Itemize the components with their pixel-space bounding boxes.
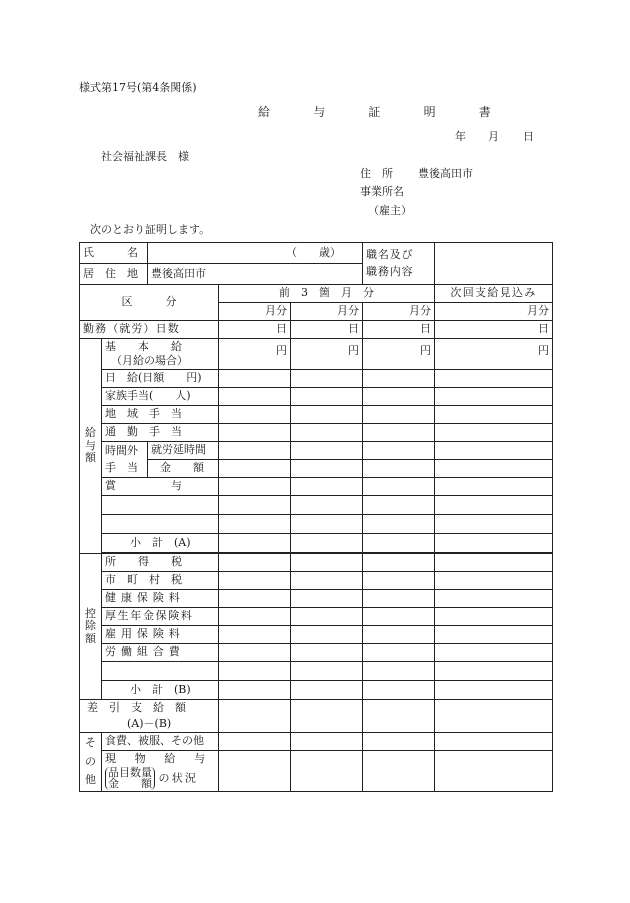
cell[interactable] bbox=[363, 590, 435, 608]
blank-item[interactable] bbox=[102, 496, 219, 515]
overtime-amount-label: 金 額 bbox=[148, 460, 219, 478]
cell[interactable] bbox=[363, 554, 435, 572]
net-label-text: 差 引 支 給 額 bbox=[87, 701, 186, 715]
intro-text: 次のとおり証明します。 bbox=[90, 223, 211, 236]
job-field[interactable] bbox=[435, 243, 553, 285]
cell[interactable] bbox=[291, 751, 363, 792]
job-label bbox=[363, 243, 435, 285]
cell[interactable] bbox=[363, 406, 435, 424]
date-year: 年 bbox=[455, 130, 466, 143]
cell[interactable] bbox=[435, 662, 553, 681]
cell[interactable] bbox=[363, 626, 435, 644]
cell[interactable] bbox=[363, 681, 435, 700]
health-insurance-label: 健康保険料 bbox=[102, 590, 219, 608]
cell[interactable] bbox=[435, 700, 553, 733]
cell[interactable] bbox=[363, 662, 435, 681]
cell[interactable] bbox=[363, 572, 435, 590]
municipal-tax-label: 市 町 村 税 bbox=[102, 572, 219, 590]
salary-certificate-table bbox=[79, 242, 553, 792]
cell[interactable] bbox=[435, 572, 553, 590]
job-label-line2: 職務内容 bbox=[366, 264, 414, 278]
residence-field[interactable] bbox=[148, 264, 363, 285]
date-day: 日 bbox=[523, 130, 534, 143]
cell[interactable] bbox=[435, 681, 553, 700]
employment-insurance-label: 雇用保険料 bbox=[102, 626, 219, 644]
cell[interactable] bbox=[435, 460, 553, 478]
cell[interactable] bbox=[363, 388, 435, 406]
other-food-label: 食費、被服、その他 bbox=[102, 733, 219, 751]
cell[interactable] bbox=[219, 406, 291, 424]
residence-label: 居 住 地 bbox=[80, 264, 148, 285]
overtime-label: 時間外 手 当 bbox=[102, 442, 148, 478]
cell[interactable] bbox=[291, 590, 363, 608]
family-allowance-label: 家族手当( 人) bbox=[102, 388, 219, 406]
blank-item[interactable] bbox=[102, 515, 219, 534]
salary-group-label: 給 与 額 bbox=[80, 339, 102, 554]
net-label bbox=[80, 700, 219, 733]
cell[interactable] bbox=[291, 681, 363, 700]
cell[interactable] bbox=[219, 424, 291, 442]
other-goods-label bbox=[102, 751, 219, 792]
cell[interactable] bbox=[435, 608, 553, 626]
blank-item[interactable] bbox=[102, 662, 219, 681]
prev3-header: 前 3 箇 月 分 bbox=[219, 285, 435, 303]
cell[interactable] bbox=[291, 534, 363, 553]
base-salary-1[interactable]: 円 bbox=[219, 339, 291, 370]
cell[interactable] bbox=[219, 370, 291, 388]
work-days-2[interactable]: 日 bbox=[291, 321, 363, 339]
other-group-label: そ の 他 bbox=[80, 733, 102, 792]
base-salary-label bbox=[102, 339, 219, 370]
cell[interactable] bbox=[291, 478, 363, 496]
cell[interactable] bbox=[291, 515, 363, 534]
address-label: 住 所 bbox=[360, 167, 393, 180]
pension-label: 厚生年金保険料 bbox=[102, 608, 219, 626]
addressee: 社会福祉課長 様 bbox=[101, 150, 189, 163]
cell[interactable] bbox=[291, 608, 363, 626]
cell[interactable] bbox=[219, 662, 291, 681]
cell[interactable] bbox=[219, 590, 291, 608]
date-month: 月 bbox=[488, 130, 499, 143]
cell[interactable] bbox=[291, 733, 363, 751]
cell[interactable] bbox=[219, 626, 291, 644]
age-label: （ 歳） bbox=[286, 245, 342, 259]
cell[interactable] bbox=[219, 388, 291, 406]
cell[interactable] bbox=[435, 496, 553, 515]
job-label-line1: 職名及び bbox=[366, 248, 414, 261]
cell[interactable] bbox=[435, 733, 553, 751]
subtotal-b-label: 小 計 (B) bbox=[102, 681, 219, 700]
cell[interactable] bbox=[291, 496, 363, 515]
cell[interactable] bbox=[363, 515, 435, 534]
cell[interactable] bbox=[435, 424, 553, 442]
cell[interactable] bbox=[291, 460, 363, 478]
cell[interactable] bbox=[219, 572, 291, 590]
cell[interactable] bbox=[435, 534, 553, 553]
bonus-label: 賞 与 bbox=[102, 478, 219, 496]
cell[interactable] bbox=[363, 460, 435, 478]
cell[interactable] bbox=[363, 478, 435, 496]
union-fee-label: 労働組合費 bbox=[102, 644, 219, 662]
cell[interactable] bbox=[291, 700, 363, 733]
cell[interactable] bbox=[435, 590, 553, 608]
daily-wage-label: 日 給(日額 円) bbox=[102, 370, 219, 388]
month-3[interactable]: 月分 bbox=[363, 303, 435, 321]
cell[interactable] bbox=[435, 406, 553, 424]
deduction-group-label: 控 除 額 bbox=[80, 554, 102, 700]
cell[interactable] bbox=[219, 478, 291, 496]
cell[interactable] bbox=[219, 442, 291, 460]
work-days-3[interactable]: 日 bbox=[363, 321, 435, 339]
work-days-label: 勤務（就労）日数 bbox=[80, 321, 219, 339]
next-header: 次回支給見込み bbox=[435, 285, 553, 303]
month-1[interactable]: 月分 bbox=[219, 303, 291, 321]
cell[interactable] bbox=[291, 572, 363, 590]
cell[interactable] bbox=[435, 478, 553, 496]
base-salary-3[interactable]: 円 bbox=[363, 339, 435, 370]
base-salary-next[interactable]: 円 bbox=[435, 339, 553, 370]
work-days-1[interactable]: 日 bbox=[219, 321, 291, 339]
base-salary-note: （月給の場合） bbox=[111, 354, 188, 367]
cell[interactable] bbox=[219, 534, 291, 553]
cell[interactable] bbox=[291, 424, 363, 442]
cell[interactable] bbox=[363, 644, 435, 662]
cell[interactable] bbox=[291, 388, 363, 406]
name-field[interactable] bbox=[148, 243, 363, 264]
cell[interactable] bbox=[291, 370, 363, 388]
cell[interactable] bbox=[435, 554, 553, 572]
cell[interactable] bbox=[219, 644, 291, 662]
cell[interactable] bbox=[363, 424, 435, 442]
other-items-bracket: 品目数量 金 額 bbox=[105, 767, 155, 790]
cell[interactable] bbox=[363, 442, 435, 460]
cell[interactable] bbox=[291, 626, 363, 644]
cell[interactable] bbox=[291, 554, 363, 572]
cell[interactable] bbox=[435, 370, 553, 388]
name-label: 氏 名 bbox=[80, 243, 148, 264]
subtotal-a-label: 小 計 (A) bbox=[102, 534, 219, 553]
cell[interactable] bbox=[435, 626, 553, 644]
cell[interactable] bbox=[435, 515, 553, 534]
cell[interactable] bbox=[219, 733, 291, 751]
cell[interactable] bbox=[363, 608, 435, 626]
month-next[interactable]: 月分 bbox=[435, 303, 553, 321]
document-title: 給 与 証 明 書 bbox=[258, 105, 507, 119]
net-formula: (A)－(B) bbox=[127, 717, 172, 730]
base-salary-2[interactable]: 円 bbox=[291, 339, 363, 370]
cell[interactable] bbox=[291, 406, 363, 424]
residence-value: 豊後高田市 bbox=[151, 266, 206, 280]
cell[interactable] bbox=[363, 733, 435, 751]
employer-label: （雇主） bbox=[368, 204, 412, 217]
cell[interactable] bbox=[435, 442, 553, 460]
cell[interactable] bbox=[291, 644, 363, 662]
overtime-hours-label: 就労延時間 bbox=[148, 442, 219, 460]
commute-allowance-label: 通 勤 手 当 bbox=[102, 424, 219, 442]
business-label: 事業所名 bbox=[360, 185, 404, 198]
cell[interactable] bbox=[363, 370, 435, 388]
cell[interactable] bbox=[435, 388, 553, 406]
category-label: 区 分 bbox=[80, 285, 219, 321]
cell[interactable] bbox=[291, 442, 363, 460]
base-salary-text: 基 本 給 bbox=[105, 339, 182, 353]
cell[interactable] bbox=[219, 751, 291, 792]
cell[interactable] bbox=[435, 751, 553, 792]
regional-allowance-label: 地 域 手 当 bbox=[102, 406, 219, 424]
cell[interactable] bbox=[219, 515, 291, 534]
cell[interactable] bbox=[219, 496, 291, 515]
cell[interactable] bbox=[219, 554, 291, 572]
cell[interactable] bbox=[363, 534, 435, 553]
month-2[interactable]: 月分 bbox=[291, 303, 363, 321]
cell[interactable] bbox=[219, 681, 291, 700]
form-number: 様式第17号(第4条関係) bbox=[79, 81, 197, 94]
other-goods-text: 現 物 給 与 bbox=[105, 752, 209, 766]
income-tax-label: 所 得 税 bbox=[102, 554, 219, 572]
cell[interactable] bbox=[363, 700, 435, 733]
cell[interactable] bbox=[219, 700, 291, 733]
cell[interactable] bbox=[363, 496, 435, 515]
work-days-next[interactable]: 日 bbox=[435, 321, 553, 339]
cell[interactable] bbox=[291, 662, 363, 681]
cell[interactable] bbox=[435, 644, 553, 662]
cell[interactable] bbox=[219, 460, 291, 478]
cell[interactable] bbox=[219, 608, 291, 626]
address-value: 豊後高田市 bbox=[418, 167, 473, 180]
cell[interactable] bbox=[363, 751, 435, 792]
other-status-text: の状況 bbox=[158, 771, 199, 785]
